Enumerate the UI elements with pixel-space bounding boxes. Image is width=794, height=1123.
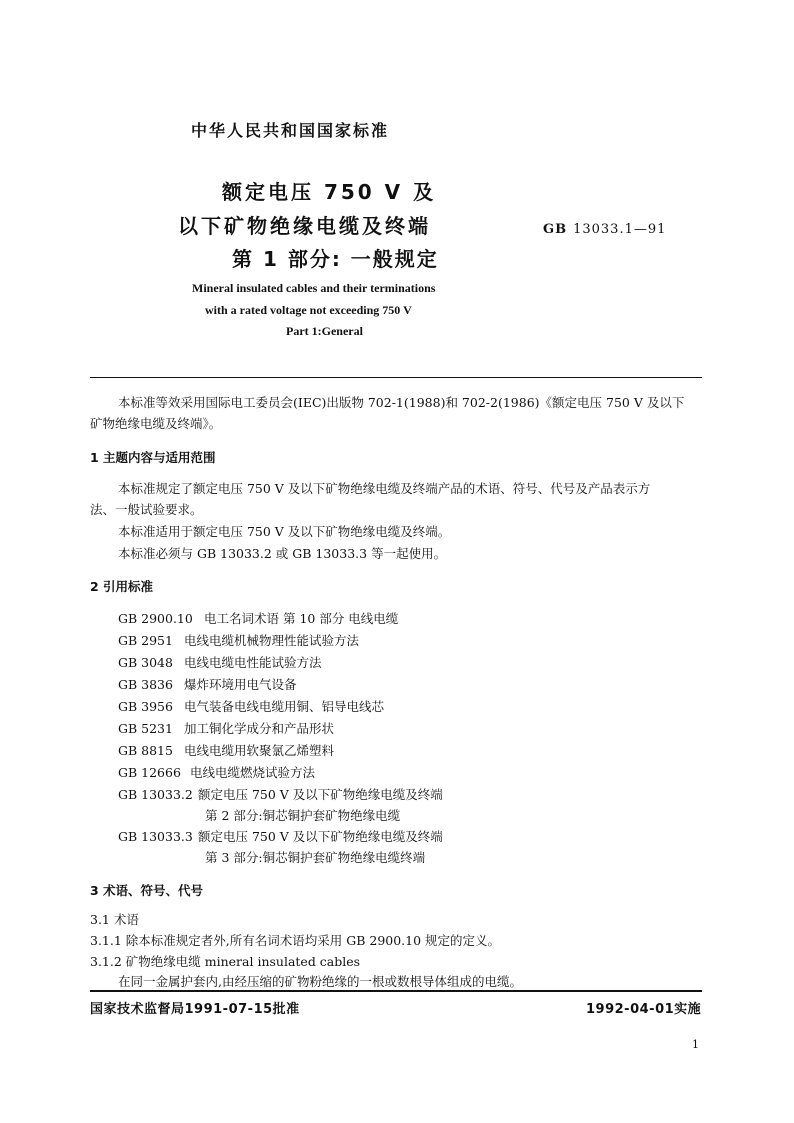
footer-divider <box>90 990 702 992</box>
approval-statement: 国家技术监督局1991-07-15批准 <box>90 1002 300 1017</box>
reference-title: 电工名词术语 第 10 部分 电线电缆 <box>204 611 399 626</box>
reference-item <box>118 827 443 845</box>
section-3-1-2: 3.1.2 矿物绝缘电缆 mineral insulated cables <box>90 954 361 969</box>
reference-code: GB 2900.10 <box>118 611 193 626</box>
standard-code-number: 13033.1—91 <box>573 222 667 237</box>
reference-code: GB 5231 <box>118 721 173 736</box>
english-title-line-3: Part 1:General <box>286 324 363 338</box>
reference-item <box>118 675 297 693</box>
reference-item <box>118 609 398 627</box>
national-standard-title: 中华人民共和国国家标准 <box>191 121 390 140</box>
reference-item <box>118 785 443 803</box>
reference-title: 电线电缆机械物理性能试验方法 <box>184 633 360 648</box>
document-title-line-2: 以下矿物绝缘电缆及终端 <box>178 214 431 238</box>
section-3-1: 3.1 术语 <box>90 912 139 927</box>
intro-line-1: 本标准等效采用国际电工委员会(IEC)出版物 702-1(1988)和 702-2(1986)《额定电压 750 V 及以下 <box>118 395 685 410</box>
intro-line-2: 矿物绝缘电缆及终端》。 <box>90 416 222 431</box>
reference-code: GB 13033.2 <box>118 787 193 802</box>
reference-item <box>118 763 315 781</box>
reference-item <box>118 741 334 759</box>
reference-code: GB 2951 <box>118 633 173 648</box>
document-title-line-3: 第 1 部分: 一般规定 <box>232 247 439 271</box>
reference-subtitle: 第 3 部分:铜芯铜护套矿物绝缘电缆终端 <box>205 850 426 865</box>
reference-item <box>118 631 359 649</box>
english-title-line-1: Mineral insulated cables and their terminations <box>192 281 436 295</box>
reference-title: 电线电缆电性能试验方法 <box>184 655 322 670</box>
section-2-heading: 2 引用标准 <box>90 579 154 594</box>
section-1-paragraph-1-line-2: 法、一般试验要求。 <box>90 502 203 517</box>
reference-title: 额定电压 750 V 及以下矿物绝缘电缆及终端 <box>198 829 443 844</box>
standard-code <box>543 222 666 237</box>
reference-code: GB 13033.3 <box>118 829 193 844</box>
section-3-heading: 3 术语、符号、代号 <box>90 883 204 898</box>
reference-title: 额定电压 750 V 及以下矿物绝缘电缆及终端 <box>198 787 443 802</box>
reference-item <box>118 719 334 737</box>
english-title-line-2: with a rated voltage not exceeding 750 V <box>205 303 412 317</box>
reference-item <box>118 697 384 715</box>
standard-code-prefix: GB <box>543 222 568 237</box>
reference-title: 电线电缆燃烧试验方法 <box>190 765 316 780</box>
header-divider <box>90 377 702 378</box>
reference-code: GB 3956 <box>118 699 173 714</box>
page-number: 1 <box>692 1038 699 1051</box>
reference-code: GB 3048 <box>118 655 173 670</box>
reference-title: 电线电缆用软聚氯乙烯塑料 <box>184 743 335 758</box>
section-1-paragraph-3: 本标准必须与 GB 13033.2 或 GB 13033.3 等一起使用。 <box>118 546 447 561</box>
reference-title: 加工铜化学成分和产品形状 <box>184 721 335 736</box>
reference-title: 电气装备电线电缆用铜、铝导电线芯 <box>184 699 385 714</box>
reference-code: GB 3836 <box>118 677 173 692</box>
implementation-date: 1992-04-01实施 <box>586 1002 702 1017</box>
document-title-line-1: 额定电压 750 V 及 <box>222 180 437 204</box>
reference-code: GB 12666 <box>118 765 181 780</box>
section-3-1-1: 3.1.1 除本标准规定者外,所有名词术语均采用 GB 2900.10 规定的定义。 <box>90 933 501 948</box>
reference-title: 爆炸环境用电气设备 <box>184 677 297 692</box>
section-1-paragraph-2: 本标准适用于额定电压 750 V 及以下矿物绝缘电缆及终端。 <box>118 524 451 539</box>
section-3-1-2-definition: 在同一金属护套内,由经压缩的矿物粉绝缘的一根或数根导体组成的电缆。 <box>118 974 522 989</box>
reference-subtitle: 第 2 部分:铜芯铜护套矿物绝缘电缆 <box>205 808 401 823</box>
section-1-paragraph-1-line-1: 本标准规定了额定电压 750 V 及以下矿物绝缘电缆及终端产品的术语、符号、代号及产品表示方 <box>118 481 651 496</box>
section-1-heading: 1 主题内容与适用范围 <box>90 450 216 465</box>
reference-code: GB 8815 <box>118 743 173 758</box>
reference-item <box>118 653 322 671</box>
